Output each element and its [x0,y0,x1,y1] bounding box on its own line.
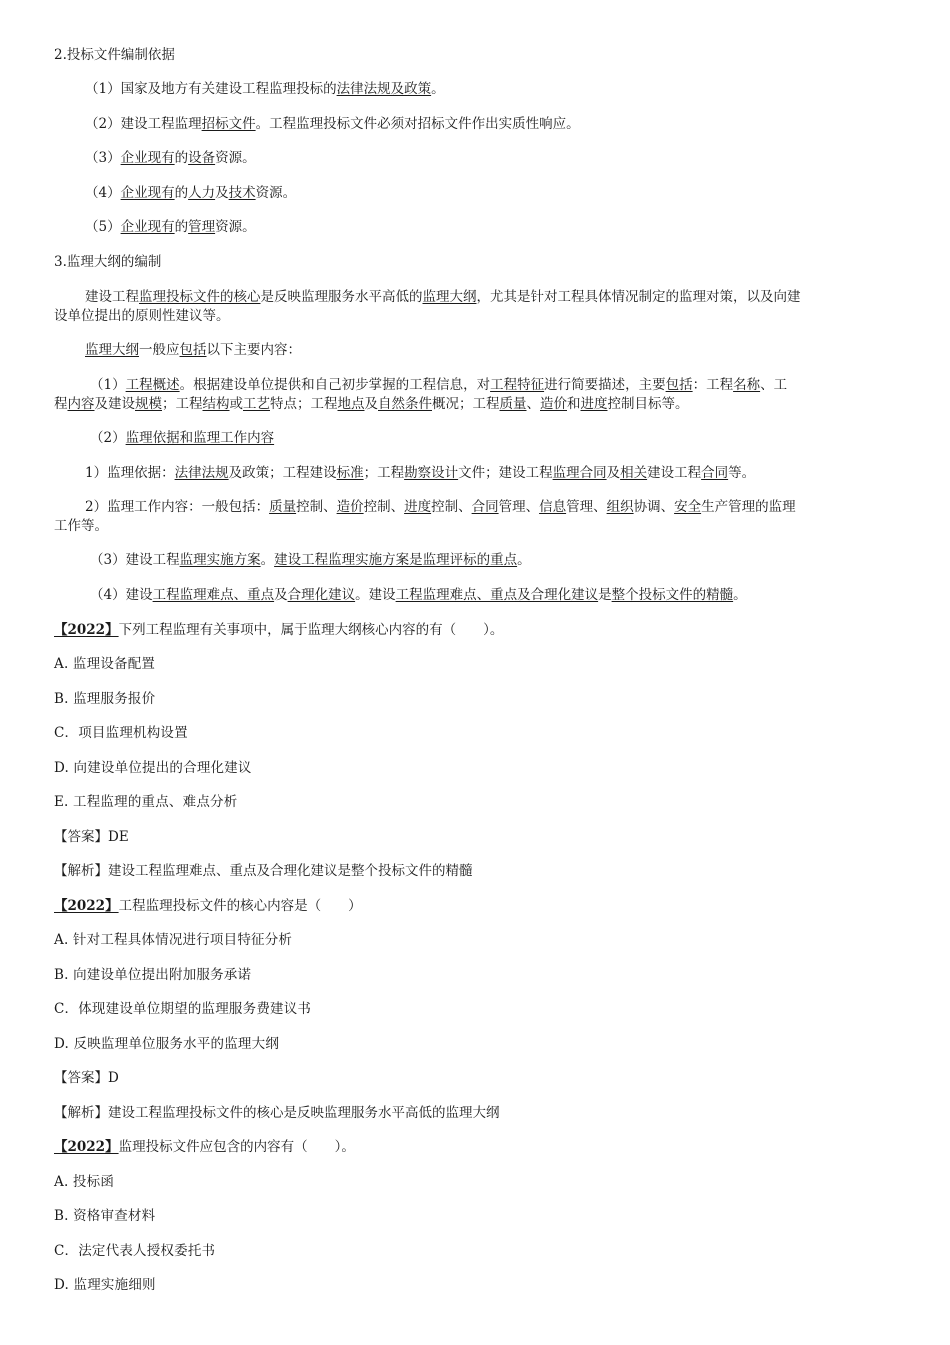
question-1-option-e: E. 工程监理的重点、难点分析 [54,794,238,810]
content-item-3: （3）建设工程监理实施方案。建设工程监理实施方案是监理评标的重点。 [90,552,531,568]
question-2-option-a: A. 针对工程具体情况进行项目特征分析 [54,932,293,948]
content-item-2-work-line-2: 工作等。 [54,518,108,534]
question-2-option-b: B. 向建设单位提出附加服务承诺 [54,967,252,983]
year-tag: 【2022】 [54,898,119,914]
question-2-stem: 【2022】工程监理投标文件的核心内容是（ ） [54,898,362,914]
question-3-stem: 【2022】监理投标文件应包含的内容有（ ）。 [54,1139,355,1155]
question-1-option-c: C．项目监理机构设置 [54,725,188,741]
question-3-option-a: A. 投标函 [54,1174,115,1190]
question-1-stem: 【2022】下列工程监理有关事项中，属于监理大纲核心内容的有（ ）。 [54,622,504,638]
basis-item-2: （2）建设工程监理招标文件。工程监理投标文件必须对招标文件作出实质性响应。 [85,116,580,132]
question-2-analysis: 【解析】建设工程监理投标文件的核心是反映监理服务水平高低的监理大纲 [54,1105,500,1121]
content-item-2: （2）监理依据和监理工作内容 [90,430,275,446]
content-item-4: （4）建设工程监理难点、重点及合理化建议。建设工程监理难点、重点及合理化建议是整个投标文件的精髓。 [90,587,747,603]
content-item-2-basis: 1）监理依据：法律法规及政策；工程建设标准；工程勘察设计文件；建设工程监理合同及相关建设工程合同等。 [85,465,756,481]
basis-item-1: （1）国家及地方有关建设工程监理投标的法律法规及政策。 [85,81,445,97]
question-2-option-d: D. 反映监理单位服务水平的监理大纲 [54,1036,280,1052]
year-tag: 【2022】 [54,622,119,638]
question-2-answer: 【答案】D [54,1070,119,1086]
question-1-answer: 【答案】DE [54,829,129,845]
outline-contents-intro: 监理大纲一般应包括以下主要内容： [85,342,301,358]
outline-paragraph-line-1: 建设工程监理投标文件的核心是反映监理服务水平高低的监理大纲，尤其是针对工程具体情况制定的监理对策，以及向建 [85,289,801,305]
question-1-option-b: B. 监理服务报价 [54,691,156,707]
year-tag: 【2022】 [54,1139,119,1155]
content-item-2-work-line-1: 2）监理工作内容：一般包括：质量控制、造价控制、进度控制、合同管理、信息管理、组织协调、安全生产管理的监理 [85,499,796,515]
outline-paragraph-line-2: 设单位提出的原则性建议等。 [54,308,230,324]
content-item-1-line-1: （1）工程概述。根据建设单位提供和自己初步掌握的工程信息，对工程特征进行简要描述，主要包括：工程名称、工 [90,377,788,393]
question-1-option-d: D. 向建设单位提出的合理化建议 [54,760,252,776]
question-3-option-c: C．法定代表人授权委托书 [54,1243,216,1259]
question-1-option-a: A. 监理设备配置 [54,656,156,672]
question-3-option-d: D. 监理实施细则 [54,1277,156,1293]
section-heading-outline: 3.监理大纲的编制 [54,254,162,270]
question-3-option-b: B. 资格审查材料 [54,1208,156,1224]
basis-item-4: （4）企业现有的人力及技术资源。 [85,185,297,201]
section-heading-bid-basis: 2.投标文件编制依据 [54,47,175,63]
basis-item-5: （5）企业现有的管理资源。 [85,219,256,235]
basis-item-3: （3）企业现有的设备资源。 [85,150,256,166]
question-2-option-c: C．体现建设单位期望的监理服务费建议书 [54,1001,312,1017]
question-1-analysis: 【解析】建设工程监理难点、重点及合理化建议是整个投标文件的精髓 [54,863,473,879]
content-item-1-line-2: 程内容及建设规模；工程结构或工艺特点；工程地点及自然条件概况；工程质量、造价和进度控制目标等。 [54,396,689,412]
